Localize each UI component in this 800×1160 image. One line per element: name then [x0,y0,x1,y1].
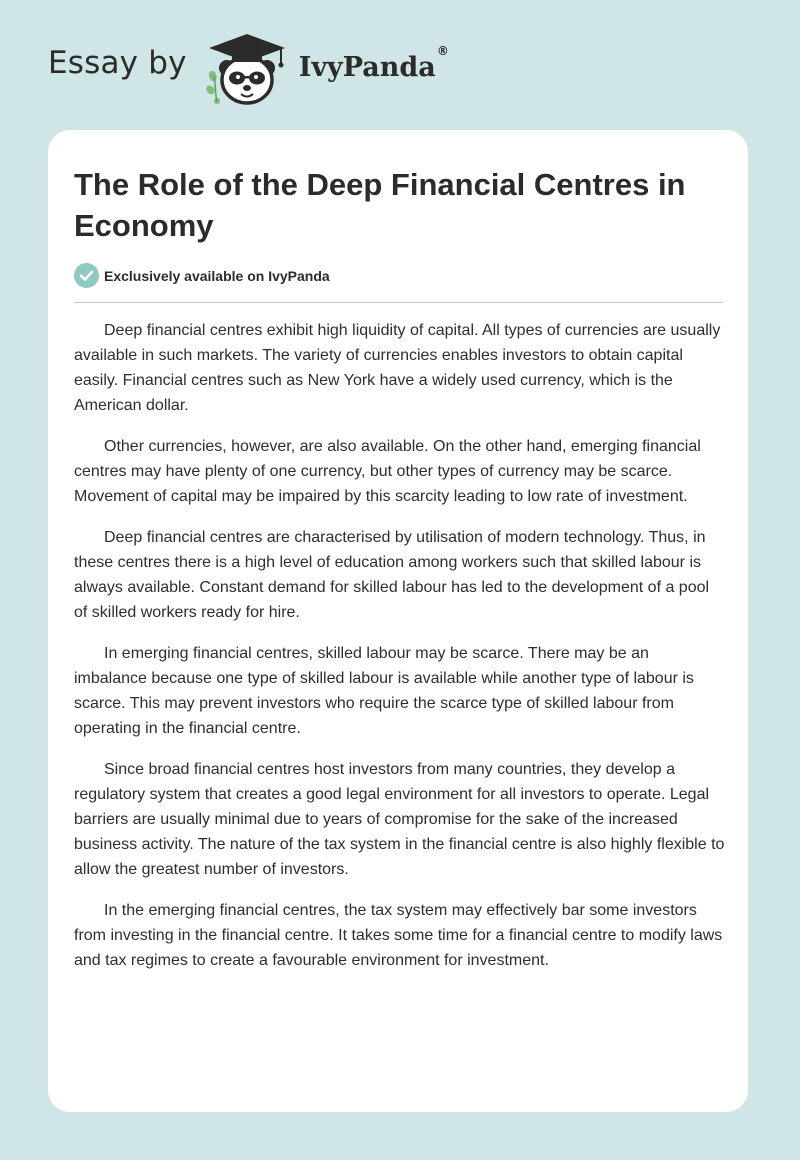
paragraph: In the emerging financial centres, the tax system may effectively bar some investors from investing in the financial centre. It takes some time for a financial centre to modify laws and tax regimes to create a favourable environment for investment. [74,902,723,969]
brand-prefix: Essay by [48,45,187,81]
badge-label: Exclusively available on IvyPanda [104,267,330,284]
ivypanda-panda-logo-icon [201,28,293,108]
page-title: The Role of the Deep Financial Centres in Economy [74,167,686,243]
essay-body [74,318,726,989]
paragraph: Since broad financial centres host investors from many countries, they develop a regulatory system that creates a good legal environment for all investors to operate. Legal barriers are usually minimal due to years of compromise for the sake of the increased business activity. The nature of the tax system in the financial centre is also highly flexible to allow the greatest number of investors. [74,761,725,878]
paragraph: Other currencies, however, are also available. On the other hand, emerging financial centres may have plenty of one currency, but other types of currency may be scarce. Movement of capital may be impaired by this scarcity leading to low rate of investment. [74,438,701,505]
exclusive-badge [74,263,330,288]
registered-mark: ® [436,43,449,58]
paragraph: In emerging financial centres, skilled labour may be scarce. There may be an imbalance because one type of skilled labour is available while another type of labour is scarce. This may prevent investors who require the scarce type of skilled labour from operating in the financial centre. [74,645,694,737]
check-circle-icon [74,263,99,288]
paragraph: Deep financial centres are characterised by utilisation of modern technology. Thus, in these centres there is a high level of education among workers such that skilled labour is always available. Constant demand for skilled labour has led to the development of a pool of skilled workers ready for hire. [74,529,710,621]
brand-name: IvyPanda® [298,43,449,83]
essay-card [48,130,748,1112]
paragraph: Deep financial centres exhibit high liquidity of capital. All types of currencies are usually available in such markets. The variety of currencies enables investors to obtain capital easily. Financial centres such as New York have a widely used currency, which is the American dollar. [74,322,721,414]
divider [74,302,723,303]
brand-header[interactable] [48,28,449,108]
